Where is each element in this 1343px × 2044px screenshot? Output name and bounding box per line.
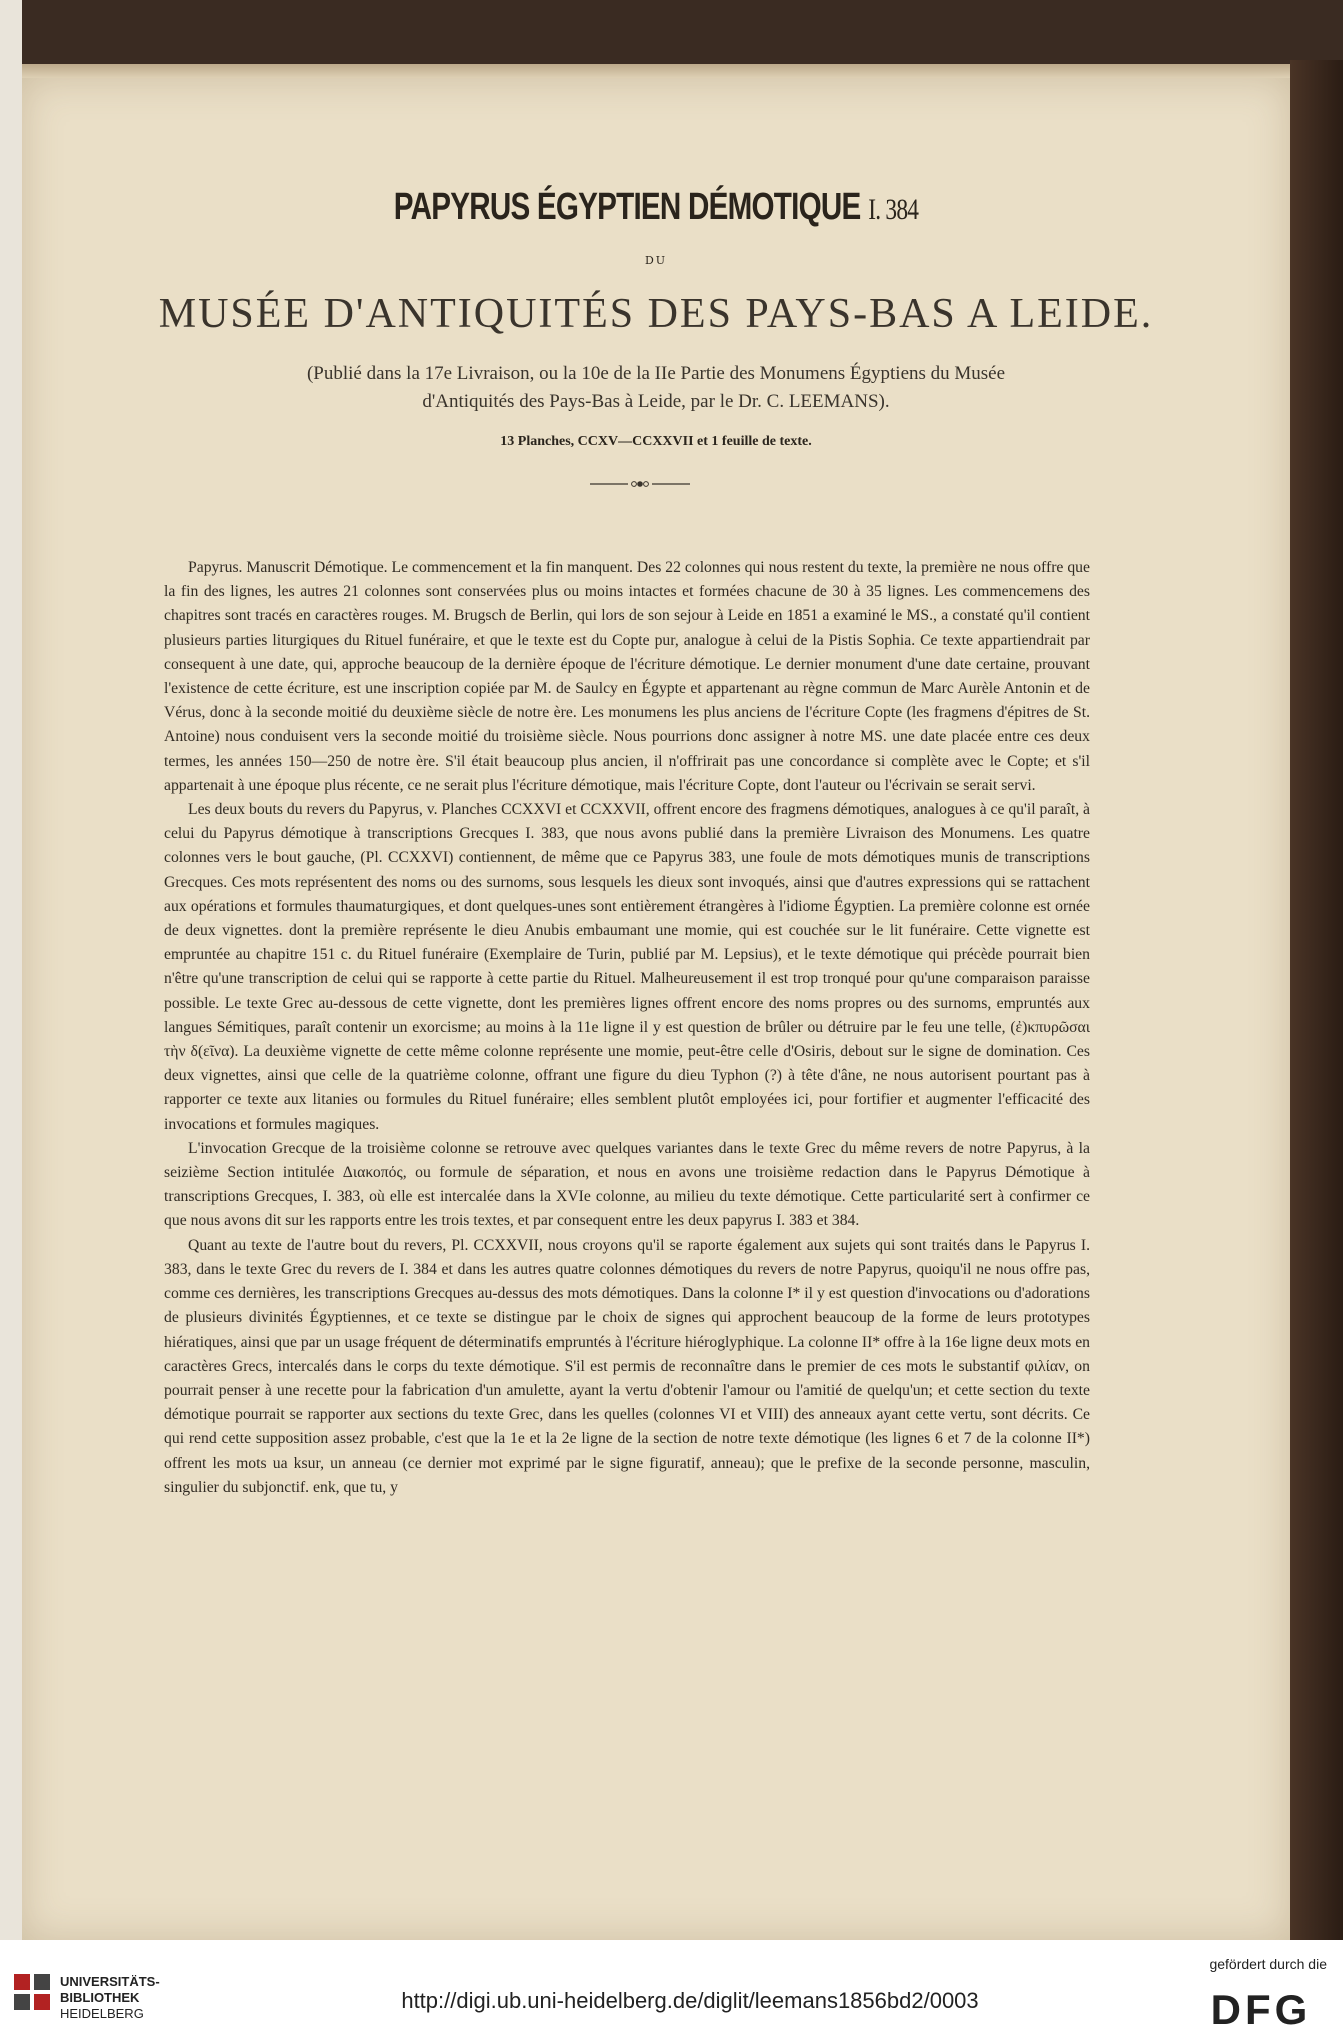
- publication-line-1: (Publié dans la 17e Livraison, ou la 10e de la IIe Partie des Monumens Égyptiens du Musée: [306, 363, 1006, 384]
- paragraph: Papyrus. Manuscrit Démotique. Le commencement et la fin manquent. Des 22 colonnes qui nous restent du texte, la première ne nous offre que la fin des lignes, les autres 21 colonnes sont conservées plus ou moins intactes et formées chacune de 30 à 35 lignes. Les commencemens des chapitres sont tracés en caractères rouges. M. Brugsch de Berlin, qui lors de son sejour à Leide en 1851 a examiné le MS., a constaté qu'il contient plusieurs parties liturgiques du Rituel funéraire, et que le texte est du Copte pur, analogue à celui de la Pistis Sophia. Ce texte appartiendrait par consequent à une date, qui, approche beaucoup de la dernière époque de l'écriture démotique. Le dernier monument d'une date certaine, prouvant l'existence de cette écriture, est une inscription copiée par M. de Saulcy en Égypte et appartenant au règne commun de Marc Aurèle Antonin et de Vérus, donc à la seconde moitié du deuxième siècle de notre ère. Les monumens les plus anciens de l'écriture Copte (les fragmens d'épitres de St. Antoine) nous conduisent vers la seconde moitié du troisième siècle. Nous pourrions donc assigner à notre MS. une date placée entre ces deux termes, les années 150—250 de notre ère. S'il était beaucoup plus ancien, il n'offrirait pas une concordance si complète avec le Copte; et s'il appartenait à une époque plus récente, ce ne serait plus l'écriture démotique, mais l'écriture Copte, dont l'auteur ou l'écrivain se serait servi.: [164, 559, 1090, 794]
- page-title: [161, 186, 1150, 229]
- page-right-shadow: [1290, 60, 1343, 1940]
- plates-note: 13 Planches, CCXV—CCXXVII et 1 feuille de texte.: [500, 434, 812, 449]
- title-connector: DU: [644, 254, 668, 267]
- document-url-link[interactable]: http://digi.ub.uni-heidelberg.de/diglit/leemans1856bd2/0003: [401, 1988, 979, 2013]
- library-line-1: UNIVERSITÄTS-: [60, 1974, 160, 1989]
- library-line-2: BIBLIOTHEK: [60, 1990, 140, 2005]
- university-library-logo-icon: [12, 1972, 52, 2012]
- dfg-logo-text: DFG: [1210, 1986, 1312, 2030]
- library-line-3: HEIDELBERG: [60, 2006, 144, 2021]
- publication-line-2: d'Antiquités des Pays-Bas à Leide, par le Dr. C. LEEMANS).: [422, 391, 890, 412]
- title-reference: I. 384: [868, 193, 919, 226]
- footer-bar: [0, 1940, 1343, 2044]
- body-text: [164, 556, 1090, 1500]
- museum-title: MUSÉE D'ANTIQUITÉS DES PAYS-BAS A LEIDE.: [158, 291, 1154, 337]
- title-text: PAPYRUS ÉGYPTIEN DÉMOTIQUE: [393, 186, 861, 228]
- paragraph: L'invocation Grecque de la troisième colonne se retrouve avec quelques variantes dans le texte Grec du même revers de notre Papyrus, à la seizième Section intitulée Διακοπός, ou formule de séparation, et nous en avons une troisième redaction dans le Papyrus Démotique à transcriptions Grecques, I. 383, où elle est intercalée dans la XVIe colonne, au milieu du texte démotique. Cette particularité sert à confirmer ce que nous avons dit sur les rapports entre les trois textes, et par consequent entre les deux papyrus I. 383 et 384.: [164, 1139, 1091, 1230]
- publication-note: [22, 360, 1290, 416]
- paragraph: Quant au texte de l'autre bout du revers, Pl. CCXXVII, nous croyons qu'il se raporte également aux sujets qui sont traités dans le Papyrus I. 383, dans le texte Grec du revers de I. 384 et dans les autres quatre colonnes démotiques du revers de notre Papyrus, quoiqu'il ne nous offre pas, comme ces dernières, les transcriptions Grecques au-dessus des mots démotiques. Dans la colonne I* il y est question d'invocations ou d'adorations de plusieurs divinités Égyptiennes, et ce texte se distingue par le choix de signes qui approchent beaucoup de la forme de leurs prototypes hiératiques, ainsi que par un usage fréquent de déterminatifs empruntés à l'écriture hiéroglyphique. La colonne II* offre à la 16e ligne deux mots en caractères Grecs, intercalés dans le corps du texte démotique. S'il est permis de reconnaître dans le premier de ces mots le substantif φιλίαν, on pourrait penser à une recette pour la fabrication d'un amulette, ayant la vertu d'obtenir l'amour ou l'amitié de quelqu'un; et cette section du texte démotique pourrait se rapporter aux sections du texte Grec, dans les quelles (colonnes VI et VIII) des anneaux ayant cette vertu, sont décrits. Ce qui rend cette supposition assez probable, c'est que la 1e et la 2e ligne de la section de notre texte démotique (les lignes 6 et 7 de la colonne II*) offrent les mots ua ksur, un anneau (ce dernier mot exprimé par le signe figuratif, anneau); que le prefixe de la seconde personne, masculin, singulier du subjonctif. enk, que tu, y: [164, 1236, 1090, 1496]
- dfg-logo-icon: [1201, 1986, 1321, 2030]
- left-margin-strip: [0, 0, 22, 1940]
- sponsor-note: gefördert durch die: [1209, 1956, 1327, 1972]
- university-library-name: [60, 1974, 210, 2022]
- divider-ornament: [590, 479, 690, 489]
- paragraph: Les deux bouts du revers du Papyrus, v. Planches CCXXVI et CCXXVII, offrent encore des fragmens démotiques, analogues à ce qu'il paraît, à celui du Papyrus démotique à transcriptions Grecques I. 383, que nous avons publié dans la première Livraison des Monumens. Les quatre colonnes vers le bout gauche, (Pl. CCXXVI) contiennent, de même que ce Papyrus 383, une foule de mots démotiques munis de transcriptions Grecques. Ces mots représentent des noms ou des surnoms, sous lesquels les dieux sont invoqués, ainsi que d'autres expressions qui se rattachent aux opérations et formules thaumaturgiques, et dont quelques-unes sont entièrement étrangères à l'idiome Égyptien. La première colonne est ornée de deux vignettes. dont la première représente le dieu Anubis embaumant une momie, qui est couchée sur le lit funéraire. Cette vignette est empruntée au chapitre 151 c. du Rituel funéraire (Exemplaire de Turin, publié par M. Lepsius), et le texte démotique qui précède pourrait bien n'être qu'une transcription de celui qui se rapporte à cette partie du Rituel. Malheureusement il est trop tronqué pour qu'une comparaison paraisse possible. Le texte Grec au-dessous de cette vignette, dont les premières lignes offrent encore des noms propres ou des surnoms, empruntés aux langues Sémitiques, paraît contenir un exorcisme; au moins à la 11e ligne il y est question de brûler ou détruire par le feu une telle, (ἐ)κπυρῶσαι τὴν δ(εῖνα). La deuxième vignette de cette même colonne représente une momie, peut-être celle d'Osiris, debout sur le signe de domination. Ces deux vignettes, ainsi que celle de la quatrième colonne, offrant une figure du dieu Typhon (?) à tête d'âne, ne nous autorisent pourtant pas à rapporter ce texte aux litanies ou formules du Rituel funéraire; elles semblent plutôt employées ici, pour fortifier et augmenter l'efficacité des invocations et formules magiques.: [164, 801, 1091, 1133]
